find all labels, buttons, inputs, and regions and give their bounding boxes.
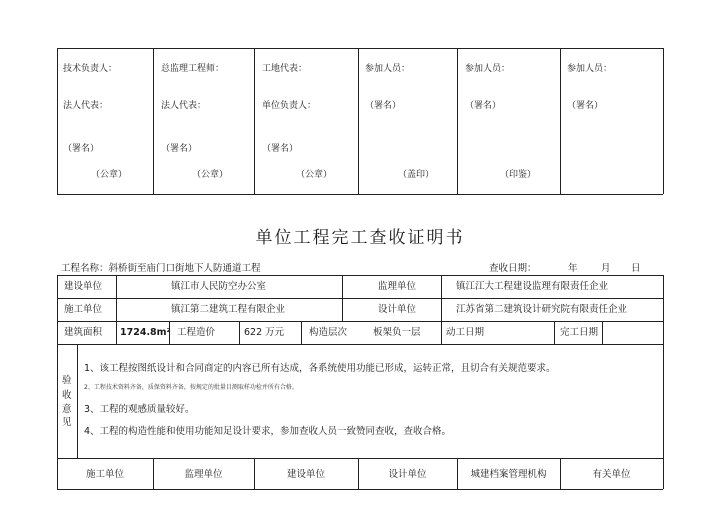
- footer-related-unit: 有关单位: [592, 469, 631, 480]
- floor-area-label: 建筑面积: [64, 327, 103, 338]
- construction-unit-label: 施工单位: [64, 304, 103, 315]
- opinion-item-4: 4、工程的构造性能和使用功能知足设计要求，参加查收人员一致赞同查收，查收合格。: [84, 426, 452, 437]
- footer-supervision-unit: 监理单位: [184, 469, 223, 480]
- official-seal-note: （公章）: [296, 170, 333, 180]
- floor-area-value: 1724.8m²: [120, 327, 171, 338]
- structure-label: 构造层次: [309, 327, 348, 338]
- signature-note: （署名）: [465, 101, 502, 111]
- unit-head-label: 单位负责人：: [262, 101, 317, 111]
- project-cost-value: 622 万元: [244, 327, 285, 338]
- opinion-label-char: 收: [62, 390, 72, 401]
- footer-owner-unit: 建设单位: [286, 469, 325, 480]
- month-label: 月: [601, 263, 611, 274]
- project-cost-label: 工程造价: [177, 327, 216, 338]
- page-title: 单位工程完工查收证明书: [255, 228, 465, 248]
- chief-supervisor-label: 总监理工程师：: [161, 64, 225, 74]
- opinion-label-char: 见: [62, 417, 72, 428]
- footer-design-unit: 设计单位: [388, 469, 427, 480]
- stamp-note: （盖印）: [398, 170, 435, 180]
- footer-construction-unit: 施工单位: [85, 469, 124, 480]
- acceptance-date-label: 查收日期：: [489, 263, 537, 274]
- construction-unit-value: 镇江第二建筑工程有限企业: [171, 304, 286, 315]
- signature-note: （署名）: [365, 101, 402, 111]
- legal-rep-label: 法人代表：: [161, 101, 207, 111]
- technical-lead-label: 技术负责人：: [63, 64, 118, 74]
- day-label: 日: [631, 263, 641, 274]
- footer-archive-agency: 城建档案管理机构: [470, 469, 547, 480]
- supervision-unit-value: 镇江江大工程建设监理有限责任企业: [456, 281, 609, 292]
- supervision-unit-label: 监理单位: [378, 281, 417, 292]
- design-unit-label: 设计单位: [378, 304, 417, 315]
- legal-rep-label: 法人代表：: [63, 101, 109, 111]
- signature-note: （署名）: [262, 144, 299, 154]
- official-seal-note: （公章）: [91, 170, 128, 180]
- owner-unit-label: 建设单位: [64, 281, 103, 292]
- opinion-item-3: 3、工程的观感质量较好。: [84, 404, 195, 415]
- site-rep-label: 工地代表：: [262, 64, 308, 74]
- participants-label: 参加人员：: [567, 64, 613, 74]
- participants-label: 参加人员：: [365, 64, 411, 74]
- finish-date-label: 完工日期: [560, 327, 599, 338]
- start-date-label: 动工日期: [446, 327, 485, 338]
- year-label: 年: [568, 263, 578, 274]
- opinion-label-char: 意: [62, 404, 72, 415]
- signature-note: （署名）: [63, 144, 100, 154]
- seal-note: （印鉴）: [500, 170, 537, 180]
- opinion-label-char: 验: [62, 375, 72, 386]
- structure-value: 板架负一层: [373, 327, 421, 338]
- signature-note: （署名）: [567, 101, 604, 111]
- design-unit-value: 江苏省第二建筑设计研究院有限责任企业: [456, 304, 628, 315]
- opinion-item-1: 1、该工程按图纸设计和合同商定的内容已所有达成，各系统使用功能已形成，运转正常，且切合有关规范要求。: [84, 363, 556, 374]
- opinion-item-2: 2、工程技术资料齐备，质保资料齐备，按规定的批量目测取样功检并所有合格。: [84, 384, 298, 391]
- signature-note: （署名）: [161, 144, 198, 154]
- owner-unit-value: 镇江市人民防空办公室: [171, 281, 267, 292]
- participants-label: 参加人员：: [465, 64, 511, 74]
- project-name: 工程名称：斜桥街至庙门口街地下人防通道工程: [61, 263, 261, 274]
- official-seal-note: （公章）: [192, 170, 229, 180]
